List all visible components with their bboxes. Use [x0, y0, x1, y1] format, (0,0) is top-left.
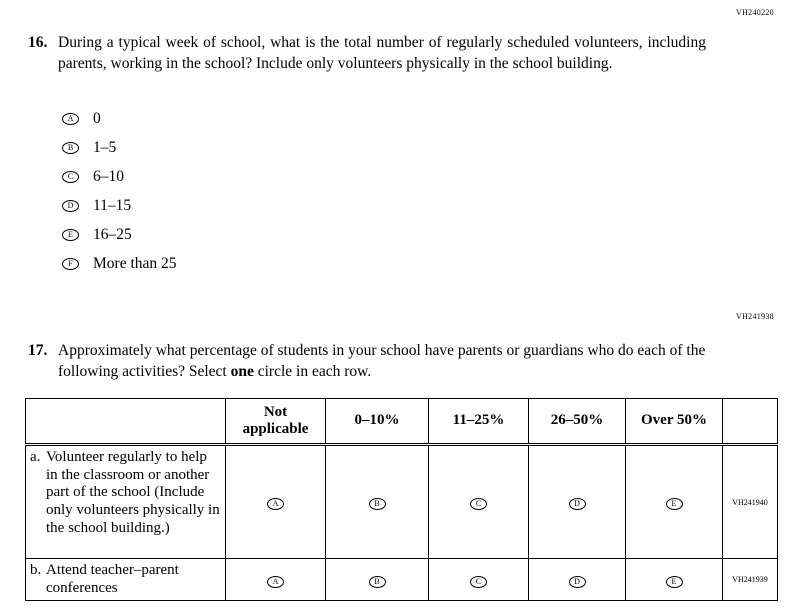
q17-text-bold: one: [230, 363, 254, 381]
oval-letter: D: [574, 576, 580, 586]
q17-header-over-50: Over 50%: [626, 399, 723, 445]
q16-option-row: [62, 133, 177, 162]
oval-letter: F: [68, 258, 73, 268]
q17-row-a-cell-na: [226, 445, 326, 559]
q17-row-b-cell-0-10: [326, 559, 429, 601]
oval-letter: B: [374, 576, 380, 586]
q17-row-a-cell-0-10: [326, 445, 429, 559]
q17-row-a-oval-d[interactable]: [569, 498, 586, 510]
question-17-number: 17.: [28, 342, 48, 359]
question-16: [28, 32, 718, 75]
q17-row-b-code: VH241939: [723, 559, 778, 601]
q17-header-11-25: 11–25%: [429, 399, 529, 445]
oval-letter: A: [272, 499, 279, 508]
q17-header-26-50: 26–50%: [529, 399, 626, 445]
q17-header-not-applicable: Not applicable: [226, 399, 326, 445]
q16-option-label: 16–25: [93, 225, 132, 243]
q17-header-empty: [26, 399, 226, 445]
q17-row-b-letter: b.: [30, 562, 42, 578]
q16-answer-oval-c[interactable]: [62, 171, 79, 183]
form-code-top: VH240220: [736, 8, 774, 17]
oval-letter: E: [68, 229, 73, 239]
q16-option-label: 1–5: [93, 138, 117, 156]
question-16-options: [62, 104, 177, 278]
q17-row-b-oval-b[interactable]: [369, 576, 386, 588]
oval-letter: A: [67, 113, 74, 123]
q17-row-a-oval-e[interactable]: [666, 498, 683, 510]
oval-letter: D: [574, 499, 580, 508]
q17-row-a-oval-a[interactable]: [267, 498, 284, 510]
q17-row-b: [26, 559, 778, 601]
q17-row-a-label-cell: [26, 445, 226, 559]
q16-option-label: 11–15: [93, 196, 132, 214]
q17-text-part1: Approximately what percentage of students in your school have parents or guardians who do each of the following activities? Select: [58, 342, 706, 381]
q17-answer-table: [25, 398, 778, 601]
q16-answer-oval-f[interactable]: [62, 258, 79, 270]
q16-option-row: [62, 162, 177, 191]
q16-option-row: [62, 249, 177, 278]
question-17-text: [58, 340, 710, 383]
q16-option-label: More than 25: [93, 254, 177, 272]
q17-row-b-text: Attend teacher–parent conferences: [46, 562, 179, 596]
question-16-number: 16.: [28, 34, 48, 51]
oval-letter: C: [475, 576, 482, 586]
q16-option-label: 6–10: [93, 167, 124, 185]
q16-option-row: [62, 104, 177, 133]
q16-option-row: [62, 220, 177, 249]
q17-header-row: [26, 399, 778, 445]
q17-row-b-cell-na: [226, 559, 326, 601]
q17-row-b-oval-a[interactable]: [267, 576, 284, 588]
question-16-text: During a typical week of school, what is the total number of regularly scheduled volunteers, including parents, working in the school? Include only volunteers physically in the school building.: [58, 34, 706, 73]
oval-letter: C: [475, 499, 482, 508]
oval-letter: E: [671, 499, 677, 508]
q17-row-b-cell-26-50: [529, 559, 626, 601]
q17-row-a-oval-c[interactable]: [470, 498, 487, 510]
q16-option-label: 0: [93, 109, 101, 127]
q17-header-0-10: 0–10%: [326, 399, 429, 445]
oval-letter: B: [67, 142, 74, 152]
q16-answer-oval-d[interactable]: [62, 200, 79, 212]
oval-letter: B: [374, 499, 380, 508]
q17-row-a-cell-over-50: [626, 445, 723, 559]
oval-letter: E: [671, 576, 677, 586]
q17-row-a-cell-26-50: [529, 445, 626, 559]
q16-option-row: [62, 191, 177, 220]
q17-header-code-col: [723, 399, 778, 445]
q17-row-b-oval-c[interactable]: [470, 576, 487, 588]
q17-row-a-text: Volunteer regularly to help in the classroom or another part of the school (Include only volunteers physically in the school building.): [46, 449, 220, 536]
q17-row-a-code: VH241940: [723, 445, 778, 559]
q17-row-a-letter: a.: [30, 449, 41, 465]
q17-row-b-label-cell: [26, 559, 226, 601]
q17-text-part2: circle in each row.: [253, 363, 372, 381]
oval-letter: D: [67, 200, 74, 210]
q17-row-a: [26, 445, 778, 559]
q17-row-b-oval-e[interactable]: [666, 576, 683, 588]
q17-row-a-cell-11-25: [429, 445, 529, 559]
oval-letter: A: [272, 576, 279, 586]
question-17: [28, 340, 728, 383]
q16-answer-oval-a[interactable]: [62, 113, 79, 125]
q16-answer-oval-e[interactable]: [62, 229, 79, 241]
q17-row-b-oval-d[interactable]: [569, 576, 586, 588]
q17-row-b-cell-11-25: [429, 559, 529, 601]
oval-letter: C: [67, 171, 74, 181]
q16-answer-oval-b[interactable]: [62, 142, 79, 154]
form-code-mid: VH241938: [736, 312, 774, 321]
q17-row-b-cell-over-50: [626, 559, 723, 601]
q17-row-a-oval-b[interactable]: [369, 498, 386, 510]
